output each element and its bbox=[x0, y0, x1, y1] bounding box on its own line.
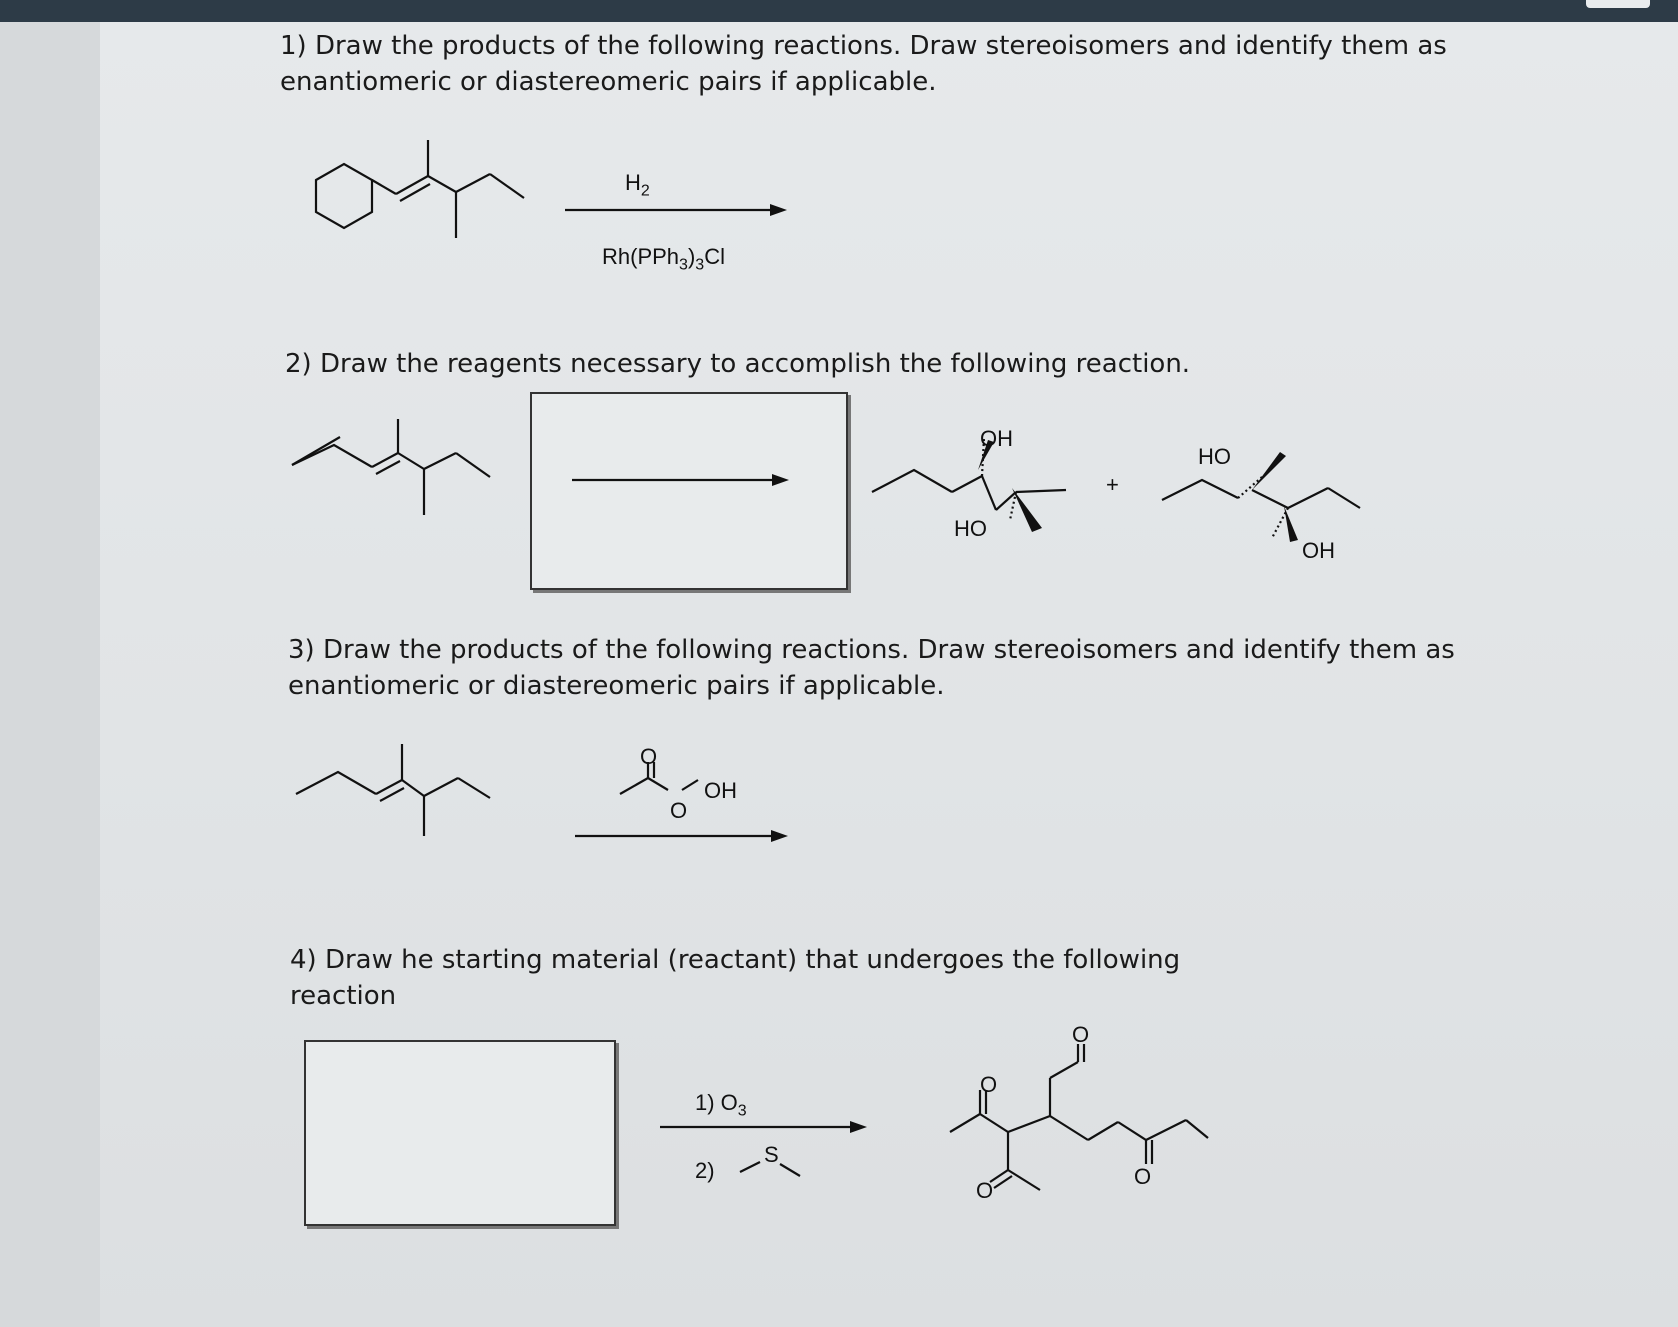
question-4-text: 4) Draw he starting material (reactant) that undergoes the following reaction bbox=[290, 945, 1181, 1011]
question-3-text: 3) Draw the products of the following reactions. Draw stereoisomers and identify them as enantiomeric or diastereomeric pairs if applicable. bbox=[288, 635, 1455, 701]
reaction-2-product-1-ho: HO bbox=[954, 516, 987, 541]
reaction-3-reagent-o-top: O bbox=[640, 744, 658, 769]
reaction-1-arrow bbox=[565, 200, 795, 220]
reaction-2-product-2-ho: HO bbox=[1198, 444, 1231, 469]
reaction-2-arrow bbox=[572, 470, 802, 490]
reaction-3-reagent-o-mid: O bbox=[670, 798, 688, 823]
reaction-4-product-o-3: O bbox=[976, 1178, 994, 1203]
reaction-4-step-2-number: 2) bbox=[695, 1158, 715, 1183]
reaction-4-arrow bbox=[660, 1117, 880, 1137]
reaction-3-arrow bbox=[575, 826, 805, 846]
reaction-3-reactant bbox=[294, 740, 504, 840]
top-bar bbox=[0, 0, 1678, 22]
reaction-2-product-2 bbox=[1160, 440, 1370, 550]
reaction-1-reagent-h2: $H_2$ bbox=[625, 170, 650, 200]
left-margin bbox=[0, 22, 100, 1327]
question-2-text: 2) Draw the reagents necessary to accomplish the following reaction. bbox=[285, 349, 1191, 379]
reaction-2-product-2-oh: OH bbox=[1302, 538, 1335, 563]
top-bar-button[interactable] bbox=[1586, 0, 1650, 8]
reaction-3-reagent-oh: OH bbox=[704, 778, 737, 803]
reaction-4-reactant-box[interactable] bbox=[304, 1040, 616, 1226]
reaction-4-step-1: 1) $O_3$ bbox=[695, 1090, 747, 1120]
reaction-2-reactant bbox=[290, 415, 500, 515]
reaction-1-reagent-catalyst: $Rh(PPh_3)_3Cl$ bbox=[602, 244, 725, 274]
reaction-1-reactant bbox=[280, 130, 510, 270]
plus-sign: + bbox=[1106, 472, 1119, 497]
reaction-2-product-1-oh: OH bbox=[980, 426, 1013, 451]
reaction-4-product-o-2: O bbox=[980, 1072, 998, 1097]
reaction-4-product-o-4: O bbox=[1134, 1164, 1152, 1189]
question-1-text: 1) Draw the products of the following reactions. Draw stereoisomers and identify them as enantiomeric or diastereomeric pairs if applicable. bbox=[280, 31, 1447, 97]
reaction-4-product-o-1: O bbox=[1072, 1022, 1090, 1047]
reaction-4-step-2-s: S bbox=[764, 1142, 779, 1167]
reaction-2-reagent-box[interactable] bbox=[530, 392, 848, 590]
